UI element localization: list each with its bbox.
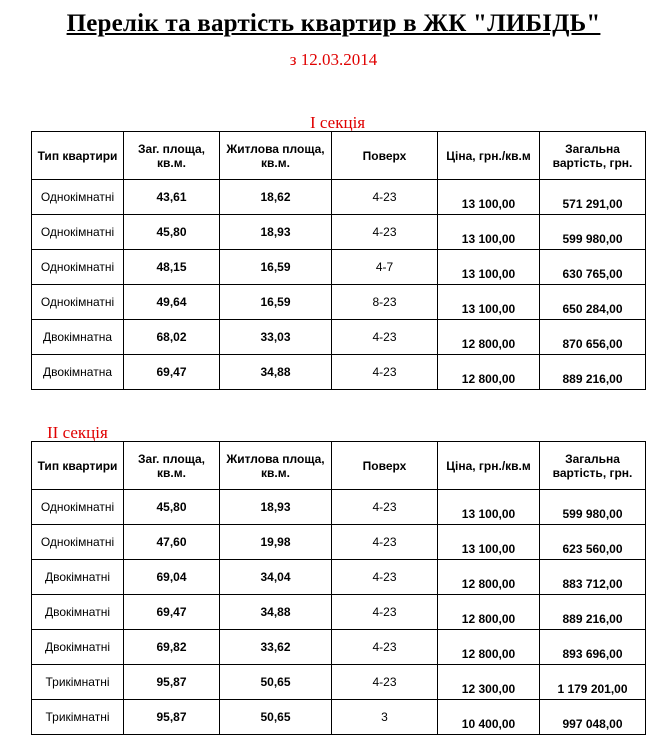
cell-floor: 4-23 <box>332 215 438 250</box>
cell-living-area: 18,93 <box>220 490 332 525</box>
cell-total-area: 49,64 <box>124 285 220 320</box>
cell-total-area: 95,87 <box>124 700 220 735</box>
cell-living-area: 16,59 <box>220 250 332 285</box>
cell-total-area: 45,80 <box>124 490 220 525</box>
cell-type: Трикімнатні <box>32 700 124 735</box>
cell-total-area: 69,47 <box>124 595 220 630</box>
section-1-title: І секція <box>310 113 366 132</box>
section-1-table <box>31 131 646 390</box>
cell-type: Однокімнатні <box>32 250 124 285</box>
cell-type: Двокімнатні <box>32 595 124 630</box>
table-row <box>32 630 646 665</box>
header-total-cost: Загальна вартість, грн. <box>540 132 646 180</box>
cell-type: Однокімнатні <box>32 285 124 320</box>
header-living-area: Житлова площа, кв.м. <box>220 442 332 490</box>
cell-total-cost: 599 980,00 <box>540 490 646 525</box>
table-row <box>32 560 646 595</box>
header-floor: Поверх <box>332 442 438 490</box>
cell-floor: 4-23 <box>332 665 438 700</box>
cell-living-area: 18,62 <box>220 180 332 215</box>
header-type: Тип квартири <box>32 132 124 180</box>
table-row <box>32 250 646 285</box>
cell-total-cost: 571 291,00 <box>540 180 646 215</box>
cell-total-cost: 997 048,00 <box>540 700 646 735</box>
cell-floor: 3 <box>332 700 438 735</box>
cell-floor: 8-23 <box>332 285 438 320</box>
cell-total-cost: 599 980,00 <box>540 215 646 250</box>
cell-floor: 4-23 <box>332 490 438 525</box>
cell-type: Двокімнатна <box>32 320 124 355</box>
table-row <box>32 490 646 525</box>
cell-total-cost: 1 179 201,00 <box>540 665 646 700</box>
cell-total-cost: 883 712,00 <box>540 560 646 595</box>
cell-total-cost: 889 216,00 <box>540 595 646 630</box>
cell-price: 13 100,00 <box>438 215 540 250</box>
cell-total-cost: 889 216,00 <box>540 355 646 390</box>
cell-living-area: 19,98 <box>220 525 332 560</box>
table-row <box>32 355 646 390</box>
cell-price: 12 800,00 <box>438 355 540 390</box>
header-type: Тип квартири <box>32 442 124 490</box>
cell-type: Двокімнатна <box>32 355 124 390</box>
cell-floor: 4-23 <box>332 180 438 215</box>
table-header-row <box>32 132 646 180</box>
cell-living-area: 34,88 <box>220 355 332 390</box>
cell-floor: 4-23 <box>332 560 438 595</box>
cell-total-cost: 650 284,00 <box>540 285 646 320</box>
table-row <box>32 665 646 700</box>
date-subtitle: з 12.03.2014 <box>289 50 378 69</box>
table-header-row <box>32 442 646 490</box>
cell-floor: 4-23 <box>332 320 438 355</box>
cell-total-area: 48,15 <box>124 250 220 285</box>
cell-price: 12 300,00 <box>438 665 540 700</box>
header-floor: Поверх <box>332 132 438 180</box>
cell-price: 12 800,00 <box>438 560 540 595</box>
cell-living-area: 33,03 <box>220 320 332 355</box>
cell-total-area: 69,82 <box>124 630 220 665</box>
cell-type: Однокімнатні <box>32 490 124 525</box>
cell-type: Однокімнатні <box>32 525 124 560</box>
cell-living-area: 50,65 <box>220 665 332 700</box>
cell-price: 13 100,00 <box>438 490 540 525</box>
cell-price: 12 800,00 <box>438 630 540 665</box>
cell-living-area: 34,04 <box>220 560 332 595</box>
cell-floor: 4-23 <box>332 355 438 390</box>
table-row <box>32 285 646 320</box>
table-row <box>32 320 646 355</box>
section-2-table <box>31 441 646 735</box>
cell-price: 13 100,00 <box>438 180 540 215</box>
cell-floor: 4-23 <box>332 525 438 560</box>
cell-total-area: 69,04 <box>124 560 220 595</box>
cell-total-cost: 870 656,00 <box>540 320 646 355</box>
cell-living-area: 33,62 <box>220 630 332 665</box>
cell-living-area: 16,59 <box>220 285 332 320</box>
table-row <box>32 595 646 630</box>
cell-price: 13 100,00 <box>438 250 540 285</box>
cell-floor: 4-23 <box>332 595 438 630</box>
cell-price: 12 800,00 <box>438 595 540 630</box>
header-price: Ціна, грн./кв.м <box>438 132 540 180</box>
cell-type: Однокімнатні <box>32 180 124 215</box>
table-row <box>32 700 646 735</box>
section-2-title: ІІ секція <box>47 423 108 442</box>
cell-total-area: 68,02 <box>124 320 220 355</box>
table-row <box>32 215 646 250</box>
cell-living-area: 34,88 <box>220 595 332 630</box>
header-total-area: Заг. площа, кв.м. <box>124 132 220 180</box>
cell-total-cost: 630 765,00 <box>540 250 646 285</box>
cell-price: 12 800,00 <box>438 320 540 355</box>
header-price: Ціна, грн./кв.м <box>438 442 540 490</box>
cell-total-area: 95,87 <box>124 665 220 700</box>
cell-type: Двокімнатні <box>32 630 124 665</box>
cell-total-cost: 623 560,00 <box>540 525 646 560</box>
page-title: Перелік та вартість квартир в ЖК "ЛИБІДЬ" <box>66 10 601 37</box>
cell-total-area: 45,80 <box>124 215 220 250</box>
cell-total-area: 43,61 <box>124 180 220 215</box>
table-row <box>32 180 646 215</box>
header-total-area: Заг. площа, кв.м. <box>124 442 220 490</box>
cell-price: 10 400,00 <box>438 700 540 735</box>
cell-total-cost: 893 696,00 <box>540 630 646 665</box>
header-living-area: Житлова площа, кв.м. <box>220 132 332 180</box>
cell-living-area: 50,65 <box>220 700 332 735</box>
cell-floor: 4-7 <box>332 250 438 285</box>
cell-living-area: 18,93 <box>220 215 332 250</box>
header-total-cost: Загальна вартість, грн. <box>540 442 646 490</box>
cell-floor: 4-23 <box>332 630 438 665</box>
cell-price: 13 100,00 <box>438 285 540 320</box>
cell-type: Трикімнатні <box>32 665 124 700</box>
cell-price: 13 100,00 <box>438 525 540 560</box>
table-row <box>32 525 646 560</box>
cell-total-area: 47,60 <box>124 525 220 560</box>
cell-total-area: 69,47 <box>124 355 220 390</box>
cell-type: Двокімнатні <box>32 560 124 595</box>
cell-type: Однокімнатні <box>32 215 124 250</box>
